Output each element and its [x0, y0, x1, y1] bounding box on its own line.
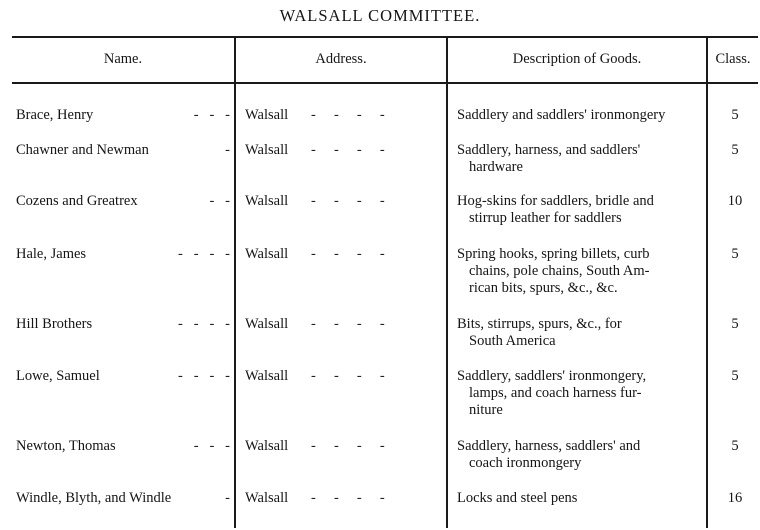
column-divider-description: [706, 36, 708, 528]
description-line: Locks and steel pens: [457, 490, 578, 506]
description-line: stirrup leather for saddlers: [469, 210, 622, 226]
description-line: rican bits, spurs, &c., &c.: [469, 280, 618, 296]
row-description: [457, 316, 699, 350]
description-line: Saddlery, harness, and saddlers': [457, 142, 641, 158]
row-class: 5: [731, 368, 739, 384]
description-line: coach ironmongery: [469, 455, 582, 471]
row-class: 5: [731, 316, 739, 332]
row-address: Walsall: [245, 368, 289, 384]
row-name: Chawner and Newman: [16, 142, 149, 158]
row-class: 16: [727, 490, 743, 506]
row-name: Lowe, Samuel: [16, 368, 100, 384]
name-leader-dots: - - - -: [178, 316, 230, 332]
row-address: Walsall: [245, 316, 289, 332]
row-class: 5: [731, 107, 739, 123]
row-address: Walsall: [245, 142, 289, 158]
address-leader-dots: - - - -: [311, 193, 385, 209]
row-name: Hale, James: [16, 246, 87, 262]
row-name: Windle, Blyth, and Windle: [16, 490, 172, 506]
header-name: Name.: [103, 51, 143, 67]
row-address: Walsall: [245, 246, 289, 262]
row-description: [457, 368, 699, 419]
row-name: Brace, Henry: [16, 107, 94, 123]
description-line: niture: [469, 402, 503, 418]
row-name: Cozens and Greatrex: [16, 193, 138, 209]
address-leader-dots: - - - -: [311, 368, 385, 384]
row-address: Walsall: [245, 438, 289, 454]
name-leader-dots: - - -: [193, 107, 230, 123]
row-address: Walsall: [245, 107, 289, 123]
header-bottom-rule: [12, 82, 758, 84]
row-class: 10: [727, 193, 743, 209]
address-leader-dots: - - - -: [311, 490, 385, 506]
address-leader-dots: - - - -: [311, 142, 385, 158]
row-description: [457, 438, 699, 472]
row-description: [457, 107, 699, 124]
description-line: Bits, stirrups, spurs, &c., for: [457, 316, 622, 332]
name-leader-dots: -: [225, 490, 230, 506]
row-name: Newton, Thomas: [16, 438, 116, 454]
page-title: WALSALL COMMITTEE.: [279, 6, 481, 25]
description-line: Spring hooks, spring billets, curb: [457, 246, 650, 262]
row-class: 5: [731, 142, 739, 158]
address-leader-dots: - - - -: [311, 246, 385, 262]
row-class: 5: [731, 246, 739, 262]
name-leader-dots: - - - -: [178, 246, 230, 262]
column-divider-name: [234, 36, 236, 528]
header-class: Class.: [715, 51, 751, 67]
row-description: [457, 246, 699, 297]
address-leader-dots: - - - -: [311, 438, 385, 454]
name-leader-dots: - - -: [193, 438, 230, 454]
description-line: Hog-skins for saddlers, bridle and: [457, 193, 654, 209]
column-divider-address: [446, 36, 448, 528]
name-leader-dots: -: [225, 142, 230, 158]
header-address: Address.: [315, 51, 367, 67]
row-name: Hill Brothers: [16, 316, 93, 332]
row-description: [457, 193, 699, 227]
row-description: [457, 142, 699, 176]
description-line: hardware: [469, 159, 523, 175]
description-line: lamps, and coach harness fur-: [469, 385, 642, 401]
description-line: Saddlery and saddlers' ironmongery: [457, 107, 666, 123]
name-leader-dots: - -: [209, 193, 230, 209]
row-address: Walsall: [245, 193, 289, 209]
description-line: chains, pole chains, South Am-: [469, 263, 650, 279]
description-line: South America: [469, 333, 556, 349]
address-leader-dots: - - - -: [311, 107, 385, 123]
name-leader-dots: - - - -: [178, 368, 230, 384]
row-description: [457, 490, 699, 507]
address-leader-dots: - - - -: [311, 316, 385, 332]
row-address: Walsall: [245, 490, 289, 506]
description-line: Saddlery, harness, saddlers' and: [457, 438, 641, 454]
row-class: 5: [731, 438, 739, 454]
header-description: Description of Goods.: [512, 51, 642, 67]
description-line: Saddlery, saddlers' ironmongery,: [457, 368, 647, 384]
